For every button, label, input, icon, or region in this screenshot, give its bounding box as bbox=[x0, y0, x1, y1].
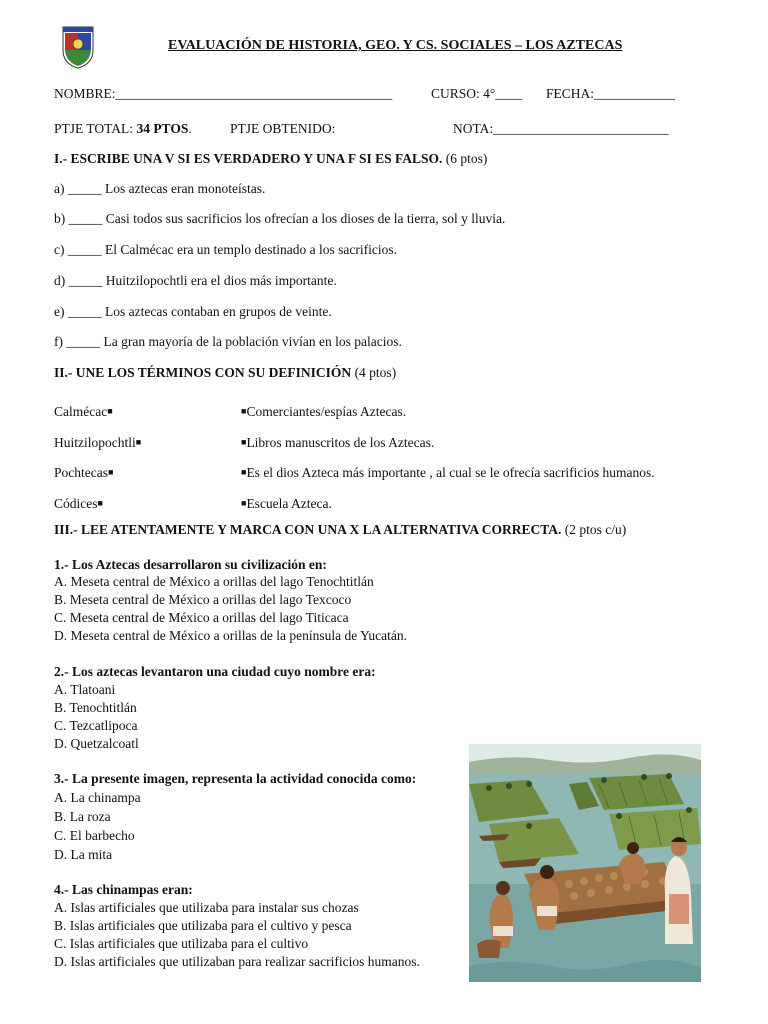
match-bullet: ■ bbox=[241, 406, 247, 416]
match-bullet: ■ bbox=[241, 437, 247, 447]
section3-title: III.- LEE ATENTAMENTE Y MARCA CON UNA X LA ALTERNATIVA CORRECTA. bbox=[54, 522, 562, 537]
match-bullet: ■ bbox=[97, 498, 103, 508]
tf-item-f[interactable]: f) _____ La gran mayoría de la población vivían en los palacios. bbox=[54, 334, 402, 349]
q4-option-b[interactable]: B. Islas artificiales que utilizaba para el cultivo y pesca bbox=[54, 918, 352, 933]
q1-option-c[interactable]: C. Meseta central de México a orillas del lago Titicaca bbox=[54, 610, 349, 625]
term-label: Códices bbox=[54, 496, 98, 511]
match-def-1[interactable] bbox=[241, 404, 406, 420]
section1-title: I.- ESCRIBE UNA V SI ES VERDADERO Y UNA F SI ES FALSO. bbox=[54, 151, 443, 166]
q4-option-c[interactable]: C. Islas artificiales que utilizaba para el cultivo bbox=[54, 936, 309, 951]
q1-option-b[interactable]: B. Meseta central de México a orillas del lago Texcoco bbox=[54, 592, 352, 607]
q3-option-d[interactable]: D. La mita bbox=[54, 847, 113, 862]
q2-option-d[interactable]: D. Quetzalcoatl bbox=[54, 736, 139, 751]
term-label: Huitzilopochtli bbox=[54, 435, 136, 450]
course-field[interactable]: CURSO: 4°____ bbox=[431, 86, 523, 101]
question-1: 1.- Los Aztecas desarrollaron su civilización en: bbox=[54, 557, 327, 572]
match-bullet: ■ bbox=[107, 406, 113, 416]
match-term-4[interactable] bbox=[54, 496, 103, 512]
grade-field[interactable]: NOTA:__________________________ bbox=[453, 121, 669, 136]
section3-heading bbox=[54, 522, 626, 538]
match-def-2[interactable] bbox=[241, 435, 434, 451]
tf-item-e[interactable]: e) _____ Los aztecas contaban en grupos de veinte. bbox=[54, 304, 332, 319]
tf-item-d[interactable]: d) _____ Huitzilopochtli era el dios más importante. bbox=[54, 273, 337, 288]
definition-label: Libros manuscritos de los Aztecas. bbox=[246, 435, 435, 450]
section2-heading bbox=[54, 365, 396, 381]
q1-option-d[interactable]: D. Meseta central de México a orillas de la península de Yucatán. bbox=[54, 628, 407, 643]
q2-option-b[interactable]: B. Tenochtitlán bbox=[54, 700, 137, 715]
tf-item-c[interactable]: c) _____ El Calmécac era un templo destinado a los sacrificios. bbox=[54, 242, 398, 257]
q3-option-b[interactable]: B. La roza bbox=[54, 809, 111, 824]
q4-option-a[interactable]: A. Islas artificiales que utilizaba para instalar sus chozas bbox=[54, 900, 359, 915]
tf-item-a[interactable]: a) _____ Los aztecas eran monoteístas. bbox=[54, 181, 266, 196]
term-label: Pochtecas bbox=[54, 465, 108, 480]
tf-item-b[interactable]: b) _____ Casi todos sus sacrificios los ofrecían a los dioses de la tierra, sol y lluvia. bbox=[54, 211, 506, 226]
chinampa-illustration bbox=[469, 744, 701, 982]
match-bullet: ■ bbox=[107, 467, 114, 477]
section2-title: II.- UNE LOS TÉRMINOS CON SU DEFINICIÓN bbox=[54, 365, 352, 380]
section2-points: (4 ptos) bbox=[354, 365, 397, 380]
obtained-score: PTJE OBTENIDO: bbox=[230, 121, 336, 136]
q2-option-a[interactable]: A. Tlatoani bbox=[54, 682, 116, 697]
match-def-3[interactable] bbox=[241, 465, 655, 481]
total-score-label: PTJE TOTAL: bbox=[54, 121, 134, 136]
total-score-value: 34 PTOS bbox=[136, 121, 189, 136]
definition-label: Es el dios Azteca más importante , al cual se le ofrecía sacrificios humanos. bbox=[246, 465, 655, 480]
total-score bbox=[54, 121, 192, 137]
term-label: Calmécac bbox=[54, 404, 108, 419]
question-4: 4.- Las chinampas eran: bbox=[54, 882, 193, 897]
match-term-3[interactable] bbox=[54, 465, 113, 481]
q4-option-d[interactable]: D. Islas artificiales que utilizaban para realizar sacrificios humanos. bbox=[54, 954, 420, 969]
q2-option-c[interactable]: C. Tezcatlipoca bbox=[54, 718, 138, 733]
total-score-dot: . bbox=[188, 121, 192, 136]
match-term-1[interactable] bbox=[54, 404, 113, 420]
school-crest-logo bbox=[60, 24, 96, 70]
section1-heading bbox=[54, 151, 487, 167]
definition-label: Comerciantes/espías Aztecas. bbox=[246, 404, 407, 419]
question-2: 2.- Los aztecas levantaron una ciudad cuyo nombre era: bbox=[54, 664, 376, 679]
match-bullet: ■ bbox=[241, 498, 247, 508]
match-bullet: ■ bbox=[135, 437, 142, 447]
match-def-4[interactable] bbox=[241, 496, 332, 512]
question-3: 3.- La presente imagen, representa la actividad conocida como: bbox=[54, 771, 417, 786]
q1-option-a[interactable]: A. Meseta central de México a orillas del lago Tenochtitlán bbox=[54, 574, 374, 589]
definition-label: Escuela Azteca. bbox=[246, 496, 332, 511]
date-field[interactable]: FECHA:____________ bbox=[546, 86, 676, 101]
section1-points: (6 ptos) bbox=[445, 151, 488, 166]
name-field[interactable]: NOMBRE:_________________________________________ bbox=[54, 86, 393, 101]
section3-points: (2 ptos c/u) bbox=[564, 522, 627, 537]
match-bullet: ■ bbox=[241, 467, 247, 477]
page-title: EVALUACIÓN DE HISTORIA, GEO. Y CS. SOCIALES – LOS AZTECAS bbox=[168, 38, 623, 53]
match-term-2[interactable] bbox=[54, 435, 141, 451]
q3-option-c[interactable]: C. El barbecho bbox=[54, 828, 135, 843]
q3-option-a[interactable]: A. La chinampa bbox=[54, 790, 141, 805]
